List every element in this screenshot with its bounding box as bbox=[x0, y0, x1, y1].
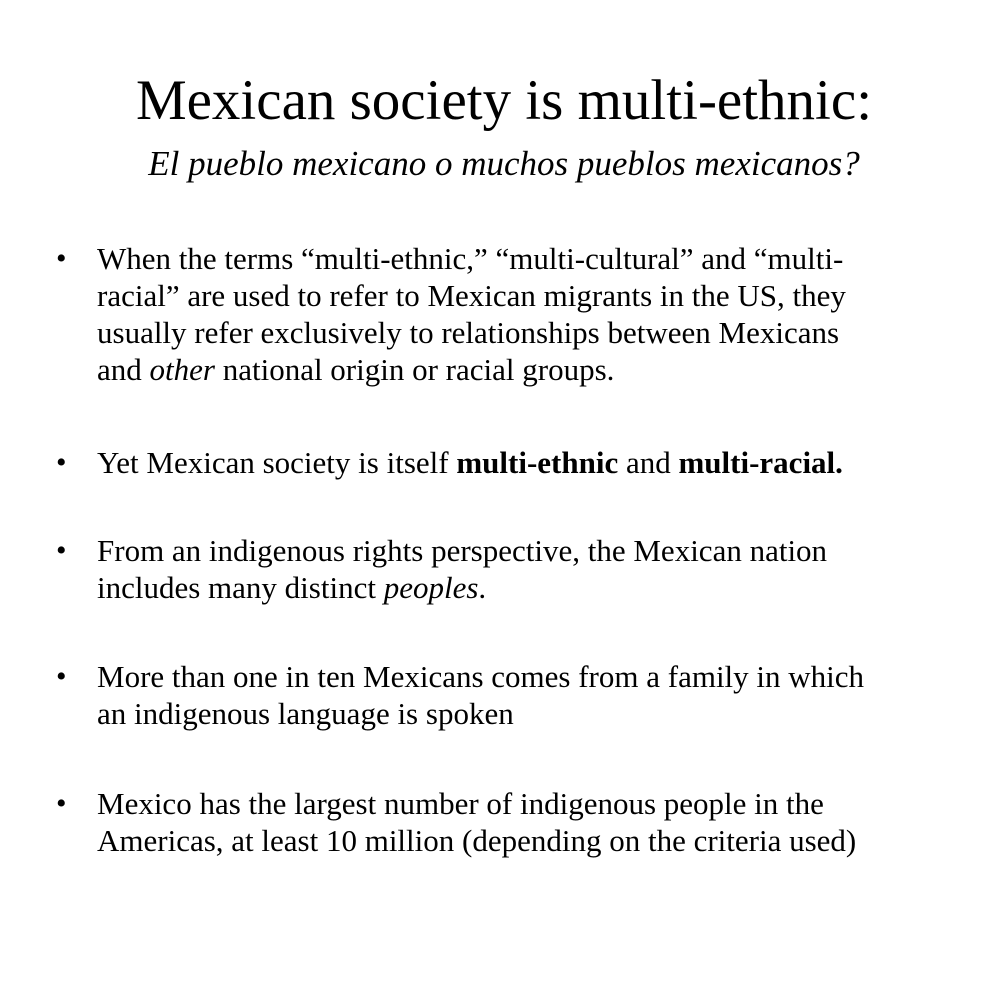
bullet-line: Mexico has the largest number of indigenous people in the bbox=[97, 786, 824, 821]
bullet-line: Americas, at least 10 million (depending on the criteria used) bbox=[97, 823, 857, 858]
slide-title: Mexican society is multi-ethnic: bbox=[135, 69, 873, 132]
text-run: and bbox=[618, 445, 679, 480]
italic-text: other bbox=[149, 352, 215, 387]
slide-subtitle: El pueblo mexicano o muchos pueblos mexicanos? bbox=[148, 144, 860, 183]
bold-text: multi-racial. bbox=[678, 445, 843, 480]
bullet-line bbox=[97, 351, 977, 388]
bullet-text bbox=[97, 240, 977, 388]
bullet-marker: • bbox=[56, 660, 67, 693]
bullet-line bbox=[97, 444, 977, 481]
bullet-line bbox=[97, 569, 977, 606]
bullet-text bbox=[97, 658, 977, 732]
bullet-marker: • bbox=[56, 446, 67, 479]
italic-text: peoples bbox=[383, 570, 479, 605]
bullet-marker: • bbox=[56, 534, 67, 567]
bullet-line: racial” are used to refer to Mexican migrants in the US, they bbox=[97, 278, 846, 313]
bullet-line: When the terms “multi-ethnic,” “multi-cultural” and “multi- bbox=[97, 241, 844, 276]
bold-text: multi-ethnic bbox=[456, 445, 619, 480]
text-run: national origin or racial groups. bbox=[214, 352, 615, 387]
text-run: and bbox=[97, 352, 150, 387]
text-run: Yet Mexican society is itself bbox=[97, 445, 457, 480]
bullet-line: an indigenous language is spoken bbox=[97, 696, 514, 731]
bullet-line: usually refer exclusively to relationships between Mexicans bbox=[97, 315, 840, 350]
bullet-text bbox=[97, 532, 977, 606]
bullet-line: From an indigenous rights perspective, the Mexican nation bbox=[97, 533, 828, 568]
bullet-marker: • bbox=[56, 787, 67, 820]
bullet-text bbox=[97, 444, 977, 481]
text-run: . bbox=[478, 570, 487, 605]
text-run: includes many distinct bbox=[97, 570, 384, 605]
bullet-line: More than one in ten Mexicans comes from a family in which bbox=[97, 659, 865, 694]
bullet-text bbox=[97, 785, 977, 859]
bullet-marker: • bbox=[56, 242, 67, 275]
